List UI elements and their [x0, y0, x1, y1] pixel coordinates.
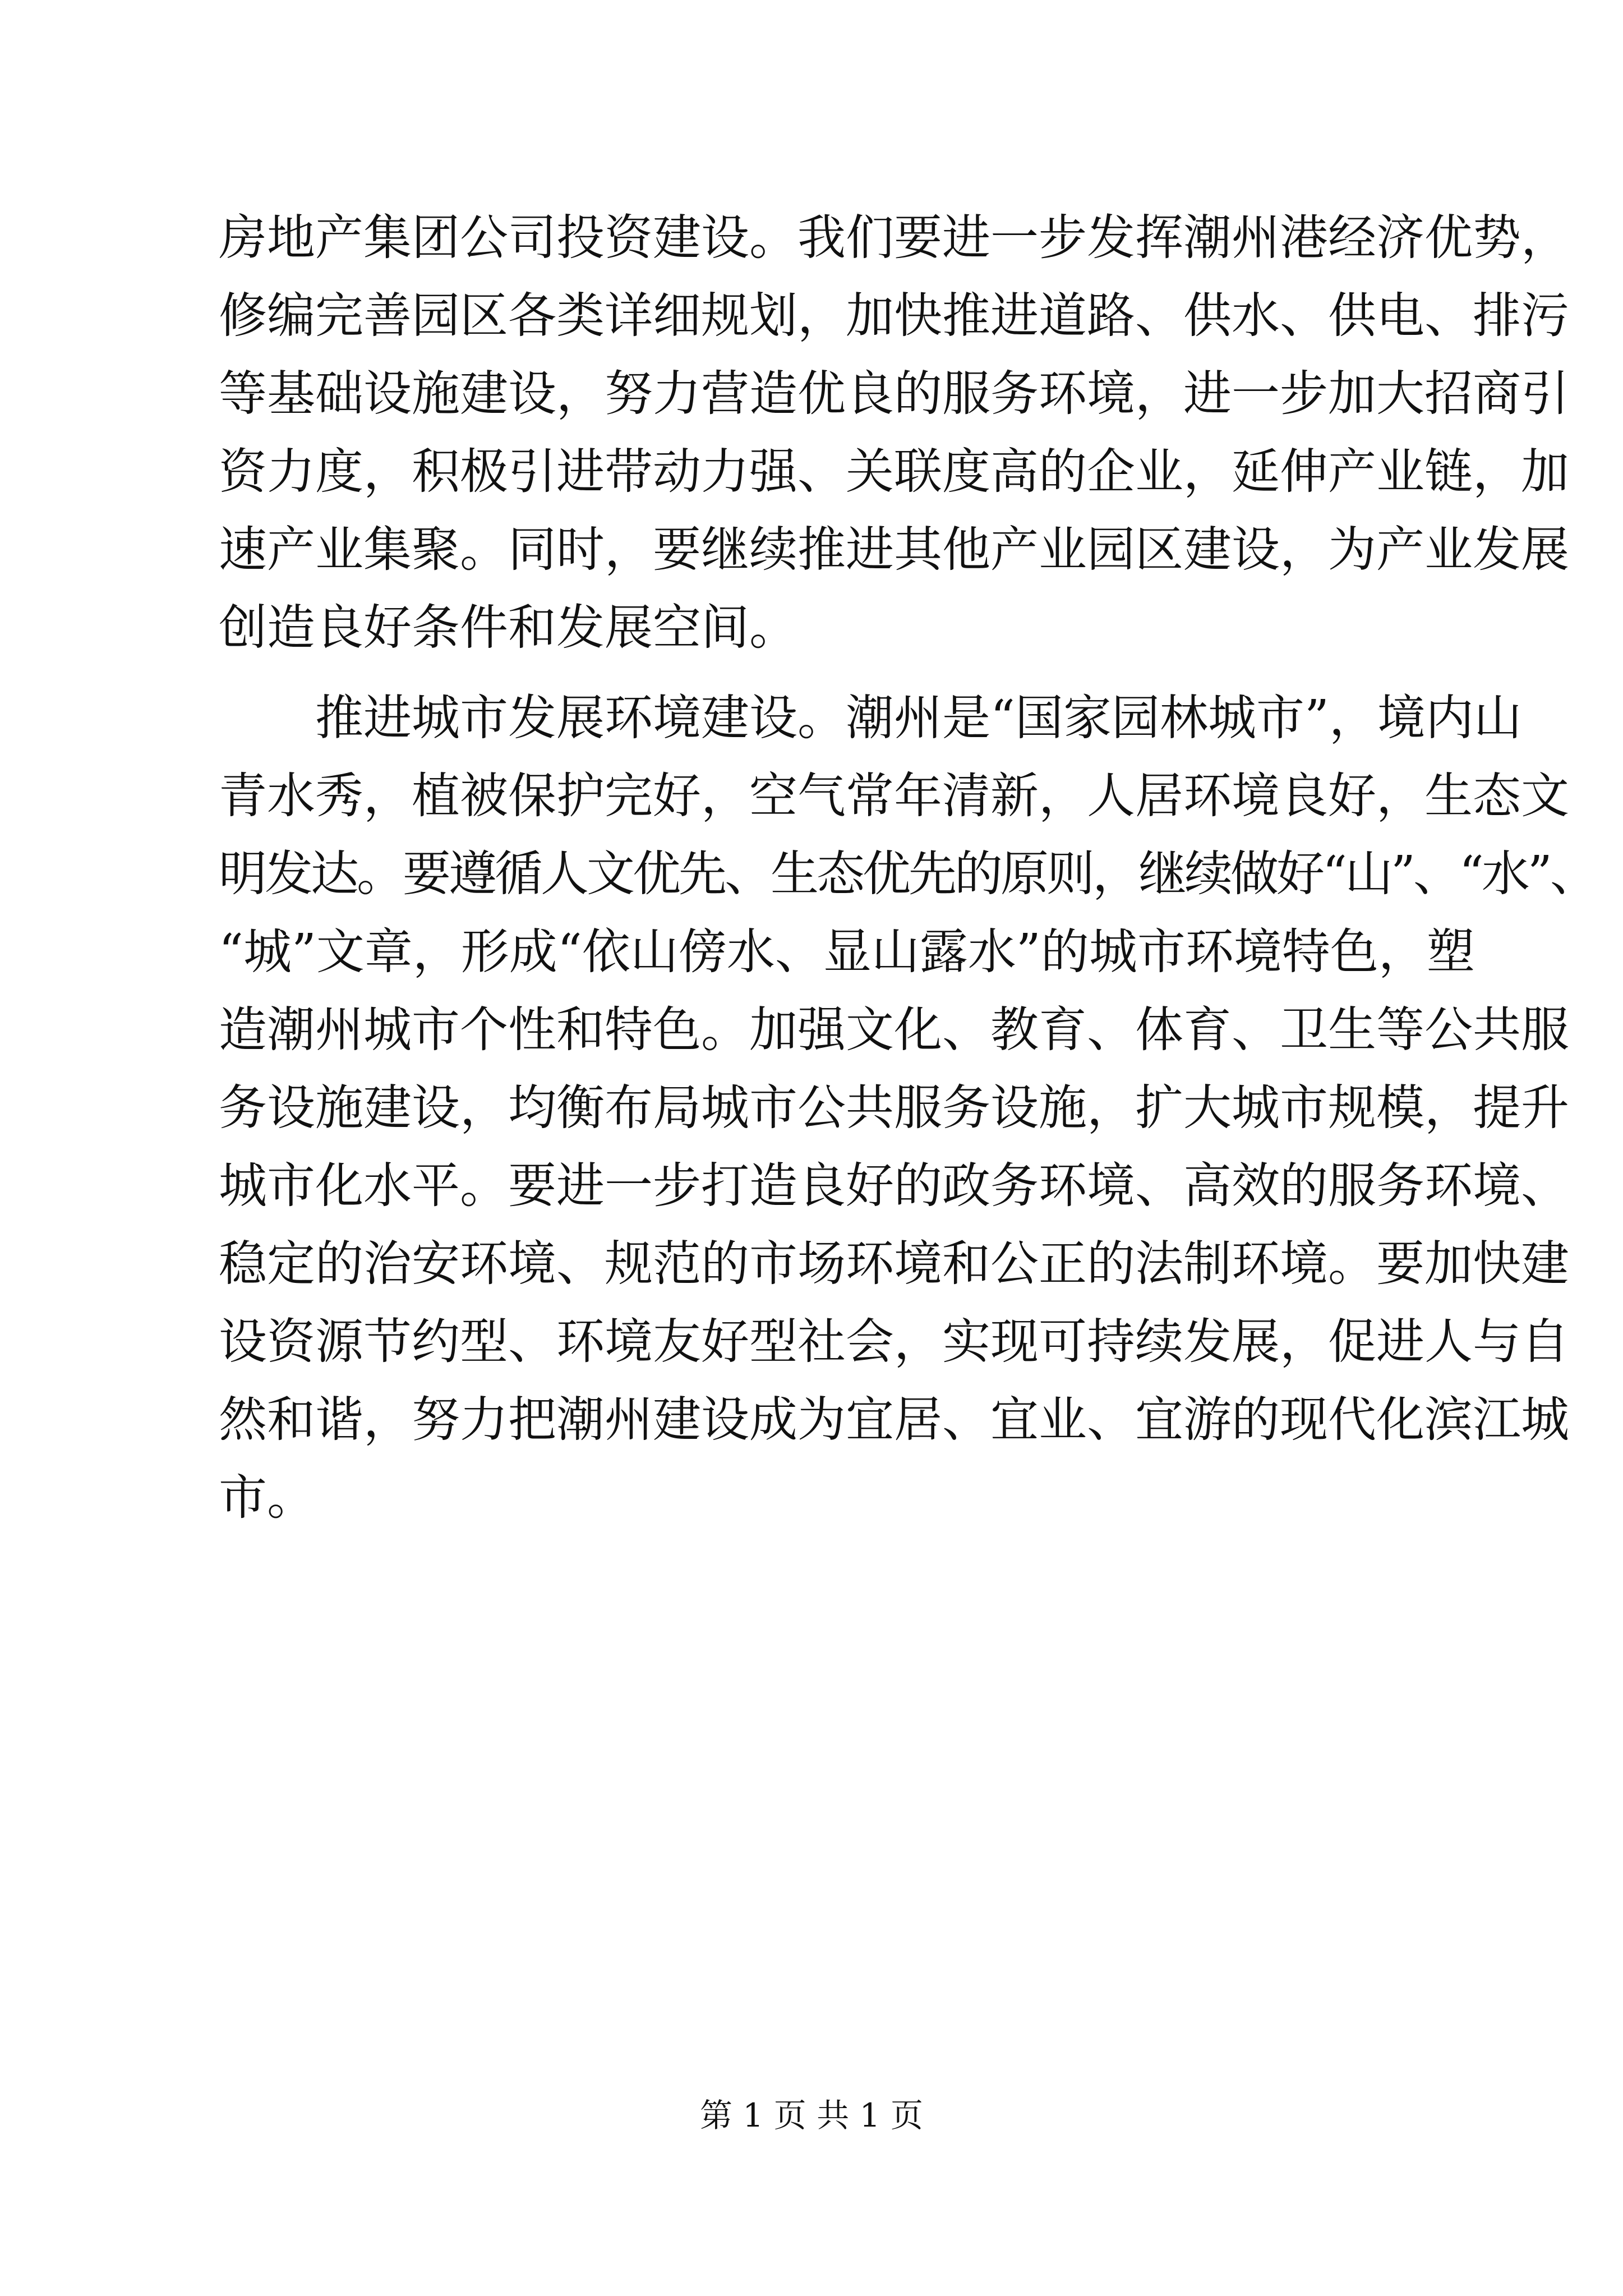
paragraph-line: 造潮州城市个性和特色。加强文化、教育、体育、卫生等公共服 [219, 1002, 1569, 1058]
paragraph-line: 创造良好条件和发展空间。 [219, 600, 797, 656]
paragraph-line: 稳定的治安环境、规范的市场环境和公正的法制环境。要加快建 [219, 1236, 1569, 1292]
paragraph-line: 务设施建设，均衡布局城市公共服务设施，扩大城市规模，提升 [219, 1080, 1569, 1136]
paragraph-line: 房地产集团公司投资建设。我们要进一步发挥潮州港经济优势， [219, 210, 1569, 266]
page-footer [0, 2096, 1623, 2135]
paragraph-line: 设资源节约型、环境友好型社会，实现可持续发展，促进人与自 [219, 1314, 1569, 1370]
paragraph-line: 然和谐，努力把潮州建设成为宜居、宜业、宜游的现代化滨江城 [219, 1392, 1569, 1448]
paragraph [219, 199, 1569, 667]
document-body [219, 199, 1596, 1537]
paragraph-line: 明发达。要遵循人文优先、生态优先的原则，继续做好“山”、“水”、 [219, 846, 1596, 902]
paragraph-line: 等基础设施建设，努力营造优良的服务环境，进一步加大招商引 [219, 366, 1569, 422]
paragraph-line: 修编完善园区各类详细规划，加快推进道路、供水、供电、排污 [219, 288, 1569, 344]
paragraph-line: 青水秀，植被保护完好，空气常年清新，人居环境良好，生态文 [219, 768, 1569, 824]
paragraph-line: 市。 [219, 1470, 315, 1526]
paragraph-line: 推进城市发展环境建设。潮州是“国家园林城市”，境内山 [315, 690, 1522, 746]
paragraph-line: 城市化水平。要进一步打造良好的政务环境、高效的服务环境、 [219, 1158, 1569, 1214]
paragraph [219, 679, 1596, 1537]
paragraph-line: “城”文章，形成“依山傍水、显山露水”的城市环境特色，塑 [219, 924, 1475, 980]
paragraph-line: 资力度，积极引进带动力强、关联度高的企业，延伸产业链，加 [219, 444, 1569, 500]
paragraph-spacing [219, 667, 1424, 679]
paragraph-line: 速产业集聚。同时，要继续推进其他产业园区建设，为产业发展 [219, 522, 1569, 578]
page-number-label: 第 1 页 共 1 页 [700, 2096, 923, 2134]
